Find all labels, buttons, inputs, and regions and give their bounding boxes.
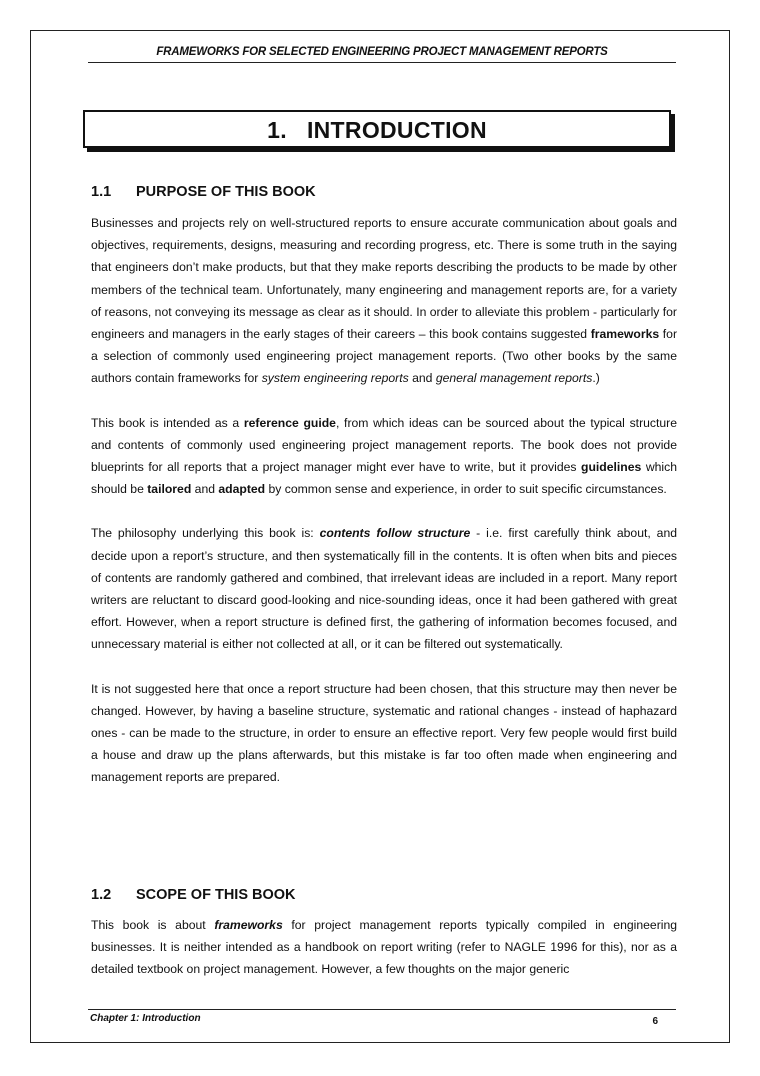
section-number: 1.1 [91, 184, 112, 200]
page-footer [88, 1009, 676, 1027]
paragraph: It is not suggested here that once a report structure had been chosen, that this structure may then never be changed. However, by having a baseline structure, systematic and rational changes - instead of haphazard ones - can be made to the structure, in order to ensure an effective report. Very few people would first build a house and draw up the plans afterwards, but this mistake is far too often made when engineering and management reports are prepared. [91, 681, 677, 785]
paragraph: Businesses and projects rely on well-structured reports to ensure accurate communication about goals and objectives, requirements, designs, measuring and recording progress, etc. There is some truth in the saying that engineers don’t make products, but that they make reports describing the products to be made by other members of the technical team. Unfortunately, many engineering and management reports are, for a variety of reasons, not conveying its message as clear as it should. In order to alleviate this problem - particularly for engineers and managers in the early stages of their careers – this book contains suggested frameworks for a selection of commonly used engineering project management reports. (Two other books by the same authors contain frameworks for system engineering reports and general management reports.) [91, 216, 678, 386]
footer-chapter-label: Chapter 1: Introduction [90, 1013, 201, 1024]
chapter-title: 1. INTRODUCTION [267, 117, 487, 143]
section-number: 1.2 [91, 887, 112, 903]
paragraph: This book is about frameworks for project management reports typically compiled in engineering businesses. It is neither intended as a handbook on report writing (refer to NAGLE 1996 for this), nor as a detailed textbook on project management. However, a few thoughts on the major generic [91, 918, 678, 977]
running-header: FRAMEWORKS FOR SELECTED ENGINEERING PROJECT MANAGEMENT REPORTS [88, 46, 676, 63]
section-heading-1-2 [91, 887, 296, 903]
section-1-2-body [91, 914, 677, 981]
paragraph: The philosophy underlying this book is: contents follow structure - i.e. first carefully think about, and decide upon a report’s structure, and then systematically fill in the contents. It is often when bits and pieces of contents are randomly gathered and combined, that irrelevant ideas are included in a report. Many report writers are reluctant to discard good-looking and nice-sounding ideas, once it had been gathered with great effort. However, when a report structure is defined first, the gathering of information becomes focused, and unnecessary material is either not collected at all, or it can be filtered out systematically. [91, 526, 677, 652]
section-1-1-body [91, 212, 677, 789]
page-number: 6 [652, 1016, 658, 1027]
paragraph: This book is intended as a reference guide, from which ideas can be sourced about the typical structure and contents of commonly used engineering project management reports. The book does not provide blueprints for all reports that a project manager might ever have to write, but it provides guidelines which should be tailored and adapted by common sense and experience, in order to suit specific circumstances. [91, 415, 678, 497]
section-title: PURPOSE OF THIS BOOK [136, 184, 316, 200]
chapter-title-box [83, 110, 671, 148]
section-title: SCOPE OF THIS BOOK [136, 887, 296, 903]
section-heading-1-1 [91, 184, 316, 200]
